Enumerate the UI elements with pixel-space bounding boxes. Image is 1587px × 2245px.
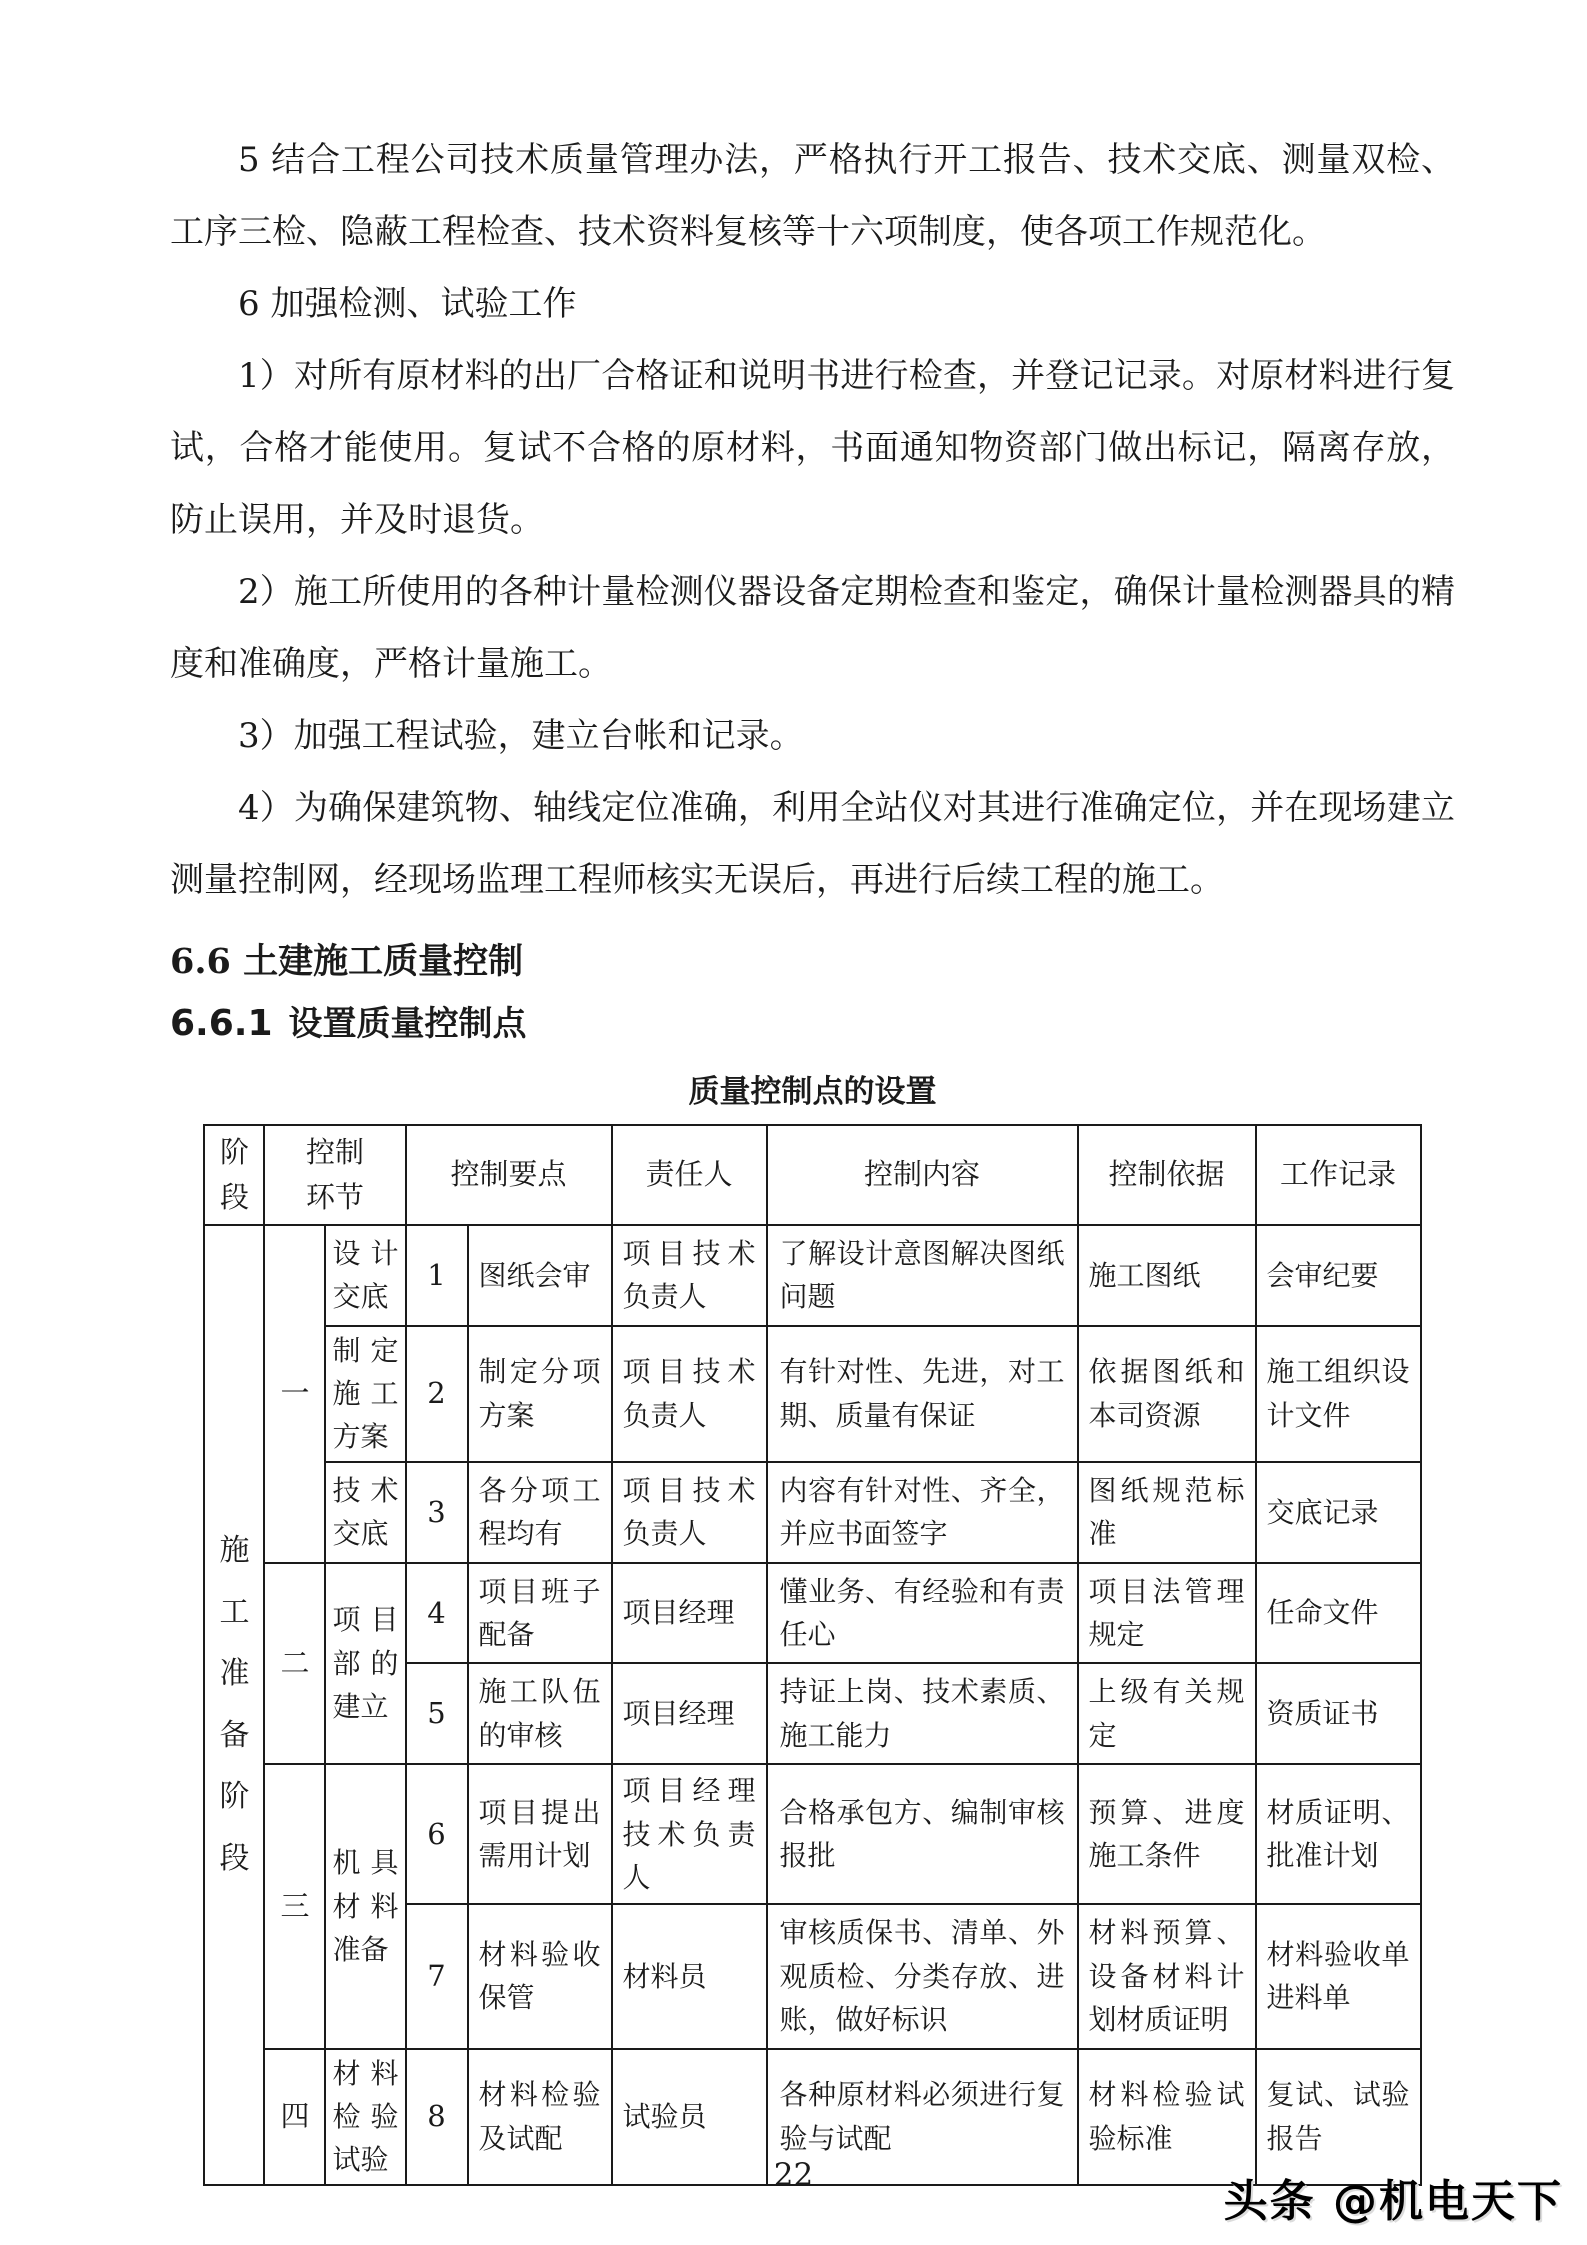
paragraph-item-5: 5 结合工程公司技术质量管理办法，严格执行开工报告、技术交底、测量双检、工序三检、隐蔽工程检查、技术资料复核等十六项制度，使各项工作规范化。 <box>170 140 1455 252</box>
subsection-number: 6.6.1 <box>170 1003 273 1044</box>
cell-responsible: 试验员 <box>612 2049 767 2185</box>
page-content <box>170 0 1455 2186</box>
watermark: 头条 @机电天下 <box>1223 2176 1563 2227</box>
cell-control-basis: 项目法管理规定 <box>1078 1563 1256 1664</box>
cell-control-point: 各分项工程均有 <box>468 1462 612 1563</box>
body-text <box>170 0 1455 916</box>
cell-responsible: 项目技术负责人 <box>612 1225 767 1326</box>
cell-work-record: 资质证书 <box>1256 1663 1421 1764</box>
cell-group-3: 三 <box>264 1764 325 2048</box>
cell-control-basis: 材料预算、设备材料计划材质证明 <box>1078 1904 1256 2048</box>
cell-control-link: 项目部的建立 <box>325 1563 405 1765</box>
subsection-title: 设置质量控制点 <box>288 1004 527 1044</box>
cell-seq: 1 <box>406 1225 468 1326</box>
cell-group-2: 二 <box>264 1563 325 1765</box>
page-number: 22 <box>773 2157 814 2193</box>
cell-control-content: 持证上岗、技术素质、施工能力 <box>767 1663 1078 1764</box>
subsection-heading <box>170 994 1455 1054</box>
cell-control-point: 项目提出需用计划 <box>468 1764 612 1904</box>
cell-control-link: 设计交底 <box>325 1225 405 1326</box>
cell-control-point: 制定分项方案 <box>468 1326 612 1462</box>
cell-work-record: 材质证明、批准计划 <box>1256 1764 1421 1904</box>
cell-responsible: 项目技术负责人 <box>612 1462 767 1563</box>
cell-control-point: 材料验收保管 <box>468 1904 612 2048</box>
cell-control-link: 机具材料准备 <box>325 1764 405 2048</box>
cell-work-record: 任命文件 <box>1256 1563 1421 1664</box>
cell-control-point: 图纸会审 <box>468 1225 612 1326</box>
cell-control-point: 材料检验及试配 <box>468 2049 612 2185</box>
cell-control-basis: 施工图纸 <box>1078 1225 1256 1326</box>
section-heading: 6.6 土建施工质量控制 <box>170 941 524 982</box>
cell-seq: 6 <box>406 1764 468 1904</box>
paragraph-point-1: 1）对所有原材料的出厂合格证和说明书进行检查，并登记记录。对原材料进行复试，合格才能使用。复试不合格的原材料，书面通知物资部门做出标记，隔离存放，防止误用，并及时退货。 <box>170 356 1455 540</box>
header-responsible: 责任人 <box>612 1125 767 1225</box>
header-control-link: 控制环节 <box>264 1125 405 1225</box>
table-row <box>204 1225 1420 1326</box>
paragraph-item-6: 6 加强检测、试验工作 <box>238 284 577 324</box>
header-stage: 阶段 <box>204 1125 264 1225</box>
cell-seq: 8 <box>406 2049 468 2185</box>
table-row <box>204 1462 1420 1563</box>
cell-control-basis: 依据图纸和本司资源 <box>1078 1326 1256 1462</box>
cell-group-1: 一 <box>264 1225 325 1563</box>
table-row <box>204 1326 1420 1462</box>
cell-responsible: 项目技术负责人 <box>612 1326 767 1462</box>
cell-work-record: 施工组织设计文件 <box>1256 1326 1421 1462</box>
header-control-basis: 控制依据 <box>1078 1125 1256 1225</box>
cell-control-content: 合格承包方、编制审核报批 <box>767 1764 1078 1904</box>
cell-stage: 施工准备阶段 <box>204 1225 264 2185</box>
table-title: 质量控制点的设置 <box>688 1074 937 1110</box>
cell-seq: 5 <box>406 1663 468 1764</box>
cell-control-content: 有针对性、先进，对工期、质量有保证 <box>767 1326 1078 1462</box>
cell-control-basis: 上级有关规定 <box>1078 1663 1256 1764</box>
cell-control-basis: 材料检验试验标准 <box>1078 2049 1256 2185</box>
header-work-record: 工作记录 <box>1256 1125 1421 1225</box>
cell-control-basis: 预算、进度施工条件 <box>1078 1764 1256 1904</box>
table-row <box>204 1563 1420 1664</box>
cell-control-link: 材料检验试验 <box>325 2049 405 2185</box>
cell-seq: 2 <box>406 1326 468 1462</box>
cell-seq: 3 <box>406 1462 468 1563</box>
cell-control-link: 技术交底 <box>325 1462 405 1563</box>
cell-responsible: 项目经理 <box>612 1563 767 1664</box>
cell-responsible: 项目经理 <box>612 1663 767 1764</box>
cell-control-basis: 图纸规范标准 <box>1078 1462 1256 1563</box>
paragraph-point-3: 3）加强工程试验，建立台帐和记录。 <box>238 716 804 756</box>
paragraph-point-4: 4）为确保建筑物、轴线定位准确，利用全站仪对其进行准确定位，并在现场建立测量控制网，经现场监理工程师核实无误后，再进行后续工程的施工。 <box>170 788 1455 900</box>
header-control-point: 控制要点 <box>406 1125 612 1225</box>
cell-control-content: 内容有针对性、齐全，并应书面签字 <box>767 1462 1078 1563</box>
cell-group-4: 四 <box>264 2049 325 2185</box>
cell-control-point: 施工队伍的审核 <box>468 1663 612 1764</box>
quality-control-table <box>203 1124 1421 2186</box>
cell-work-record: 材料验收单进料单 <box>1256 1904 1421 2048</box>
cell-work-record: 复试、试验报告 <box>1256 2049 1421 2185</box>
cell-work-record: 交底记录 <box>1256 1462 1421 1563</box>
cell-control-content: 懂业务、有经验和有责任心 <box>767 1563 1078 1664</box>
header-control-content: 控制内容 <box>767 1125 1078 1225</box>
cell-responsible: 项目经理技术负责人 <box>612 1764 767 1904</box>
cell-seq: 4 <box>406 1563 468 1664</box>
cell-control-content: 审核质保书、清单、外观质检、分类存放、进账，做好标识 <box>767 1904 1078 2048</box>
cell-control-content: 了解设计意图解决图纸问题 <box>767 1225 1078 1326</box>
cell-responsible: 材料员 <box>612 1904 767 2048</box>
cell-control-content: 各种原材料必须进行复验与试配 <box>767 2049 1078 2185</box>
cell-control-point: 项目班子配备 <box>468 1563 612 1664</box>
cell-seq: 7 <box>406 1904 468 2048</box>
paragraph-point-2: 2）施工所使用的各种计量检测仪器设备定期检查和鉴定，确保计量检测器具的精度和准确度，严格计量施工。 <box>170 572 1455 684</box>
table-row <box>204 1764 1420 1904</box>
cell-work-record: 会审纪要 <box>1256 1225 1421 1326</box>
cell-control-link: 制定施工方案 <box>325 1326 405 1462</box>
table-header-row <box>204 1125 1420 1225</box>
